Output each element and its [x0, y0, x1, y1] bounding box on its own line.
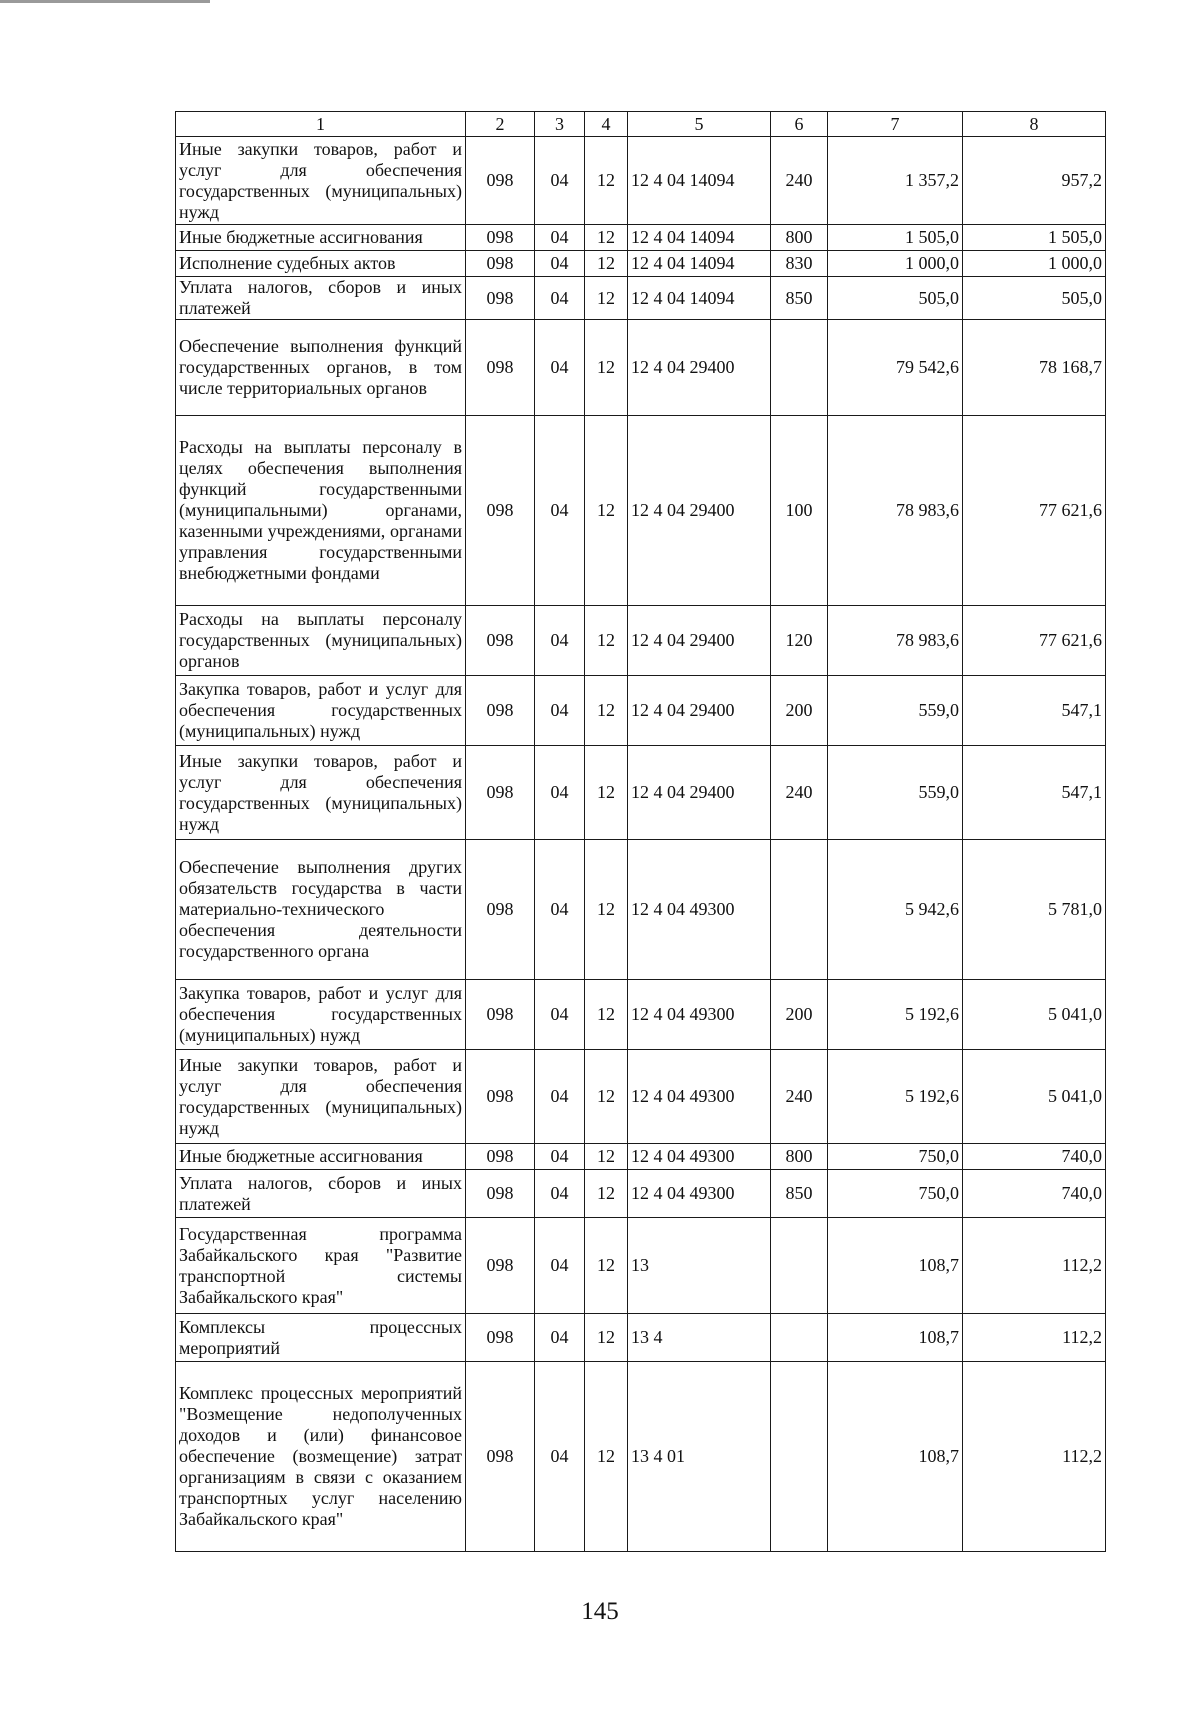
amount-year2-cell: 740,0: [963, 1170, 1106, 1218]
amount-year2-cell: 547,1: [963, 746, 1106, 840]
target-article-cell: 12 4 04 49300: [628, 980, 771, 1050]
section-cell: 04: [535, 676, 585, 746]
section-cell: 04: [535, 1362, 585, 1552]
admin-code-cell: 098: [466, 606, 535, 676]
amount-year1-cell: 750,0: [828, 1170, 963, 1218]
amount-year1-cell: 78 983,6: [828, 606, 963, 676]
expense-type-cell: [771, 1362, 828, 1552]
subsection-cell: 12: [585, 676, 628, 746]
row-name-cell: Комплекс процессных мероприятий "Возмещение недополученных доходов и (или) финансовое обеспечение (возмещение) затрат организациям в связи с оказанием транспортных услуг населению Забайкальского края": [176, 1362, 466, 1552]
subsection-cell: 12: [585, 225, 628, 251]
subsection-cell: 12: [585, 746, 628, 840]
table-row: [176, 606, 1106, 676]
table-row: [176, 416, 1106, 606]
amount-year1-cell: 5 192,6: [828, 980, 963, 1050]
subsection-cell: 12: [585, 1218, 628, 1314]
column-header: 1: [176, 112, 466, 137]
amount-year2-cell: 740,0: [963, 1144, 1106, 1170]
subsection-cell: 12: [585, 1170, 628, 1218]
scan-edge-mark: [0, 0, 210, 3]
amount-year2-cell: 77 621,6: [963, 416, 1106, 606]
table-row: [176, 320, 1106, 416]
amount-year2-cell: 5 781,0: [963, 840, 1106, 980]
section-cell: 04: [535, 1218, 585, 1314]
section-cell: 04: [535, 746, 585, 840]
amount-year2-cell: 1 000,0: [963, 251, 1106, 277]
admin-code-cell: 098: [466, 980, 535, 1050]
target-article-cell: 12 4 04 14094: [628, 225, 771, 251]
admin-code-cell: 098: [466, 840, 535, 980]
row-name-cell: Закупка товаров, работ и услуг для обеспечения государственных (муниципальных) нужд: [176, 980, 466, 1050]
admin-code-cell: 098: [466, 1050, 535, 1144]
subsection-cell: 12: [585, 1314, 628, 1362]
amount-year1-cell: 5 942,6: [828, 840, 963, 980]
table-row: [176, 277, 1106, 320]
expense-type-cell: 800: [771, 1144, 828, 1170]
amount-year1-cell: 108,7: [828, 1218, 963, 1314]
expense-type-cell: [771, 320, 828, 416]
expense-type-cell: 200: [771, 676, 828, 746]
target-article-cell: 12 4 04 14094: [628, 277, 771, 320]
subsection-cell: 12: [585, 1362, 628, 1552]
admin-code-cell: 098: [466, 1170, 535, 1218]
subsection-cell: 12: [585, 980, 628, 1050]
amount-year2-cell: 505,0: [963, 277, 1106, 320]
amount-year2-cell: 112,2: [963, 1362, 1106, 1552]
budget-table: [175, 111, 1106, 1552]
expense-type-cell: 240: [771, 1050, 828, 1144]
section-cell: 04: [535, 980, 585, 1050]
subsection-cell: 12: [585, 840, 628, 980]
amount-year2-cell: 112,2: [963, 1314, 1106, 1362]
table-row: [176, 746, 1106, 840]
target-article-cell: 12 4 04 49300: [628, 840, 771, 980]
table-row: [176, 1170, 1106, 1218]
target-article-cell: 12 4 04 29400: [628, 320, 771, 416]
row-name-cell: Иные закупки товаров, работ и услуг для обеспечения государственных (муниципальных) нужд: [176, 1050, 466, 1144]
expense-type-cell: 850: [771, 1170, 828, 1218]
expense-type-cell: 240: [771, 746, 828, 840]
column-header: 4: [585, 112, 628, 137]
subsection-cell: 12: [585, 251, 628, 277]
section-cell: 04: [535, 1170, 585, 1218]
amount-year1-cell: 1 000,0: [828, 251, 963, 277]
table-row: [176, 137, 1106, 225]
table-row: [176, 1362, 1106, 1552]
table-row: [176, 1144, 1106, 1170]
row-name-cell: Уплата налогов, сборов и иных платежей: [176, 277, 466, 320]
target-article-cell: 13 4 01: [628, 1362, 771, 1552]
expense-type-cell: [771, 840, 828, 980]
table-row: [176, 676, 1106, 746]
table-row: [176, 225, 1106, 251]
target-article-cell: 12 4 04 29400: [628, 676, 771, 746]
amount-year1-cell: 1 505,0: [828, 225, 963, 251]
amount-year1-cell: 559,0: [828, 676, 963, 746]
amount-year1-cell: 1 357,2: [828, 137, 963, 225]
admin-code-cell: 098: [466, 1314, 535, 1362]
expense-type-cell: 800: [771, 225, 828, 251]
column-header: 6: [771, 112, 828, 137]
expense-type-cell: 200: [771, 980, 828, 1050]
target-article-cell: 12 4 04 14094: [628, 137, 771, 225]
row-name-cell: Закупка товаров, работ и услуг для обеспечения государственных (муниципальных) нужд: [176, 676, 466, 746]
target-article-cell: 12 4 04 29400: [628, 416, 771, 606]
row-name-cell: Иные бюджетные ассигнования: [176, 1144, 466, 1170]
admin-code-cell: 098: [466, 277, 535, 320]
section-cell: 04: [535, 137, 585, 225]
section-cell: 04: [535, 1314, 585, 1362]
amount-year1-cell: 559,0: [828, 746, 963, 840]
admin-code-cell: 098: [466, 746, 535, 840]
subsection-cell: 12: [585, 320, 628, 416]
target-article-cell: 12 4 04 14094: [628, 251, 771, 277]
amount-year2-cell: 112,2: [963, 1218, 1106, 1314]
expense-type-cell: 830: [771, 251, 828, 277]
column-header: 7: [828, 112, 963, 137]
amount-year1-cell: 505,0: [828, 277, 963, 320]
row-name-cell: Иные закупки товаров, работ и услуг для обеспечения государственных (муниципальных) нужд: [176, 137, 466, 225]
amount-year2-cell: 547,1: [963, 676, 1106, 746]
section-cell: 04: [535, 606, 585, 676]
expense-type-cell: 240: [771, 137, 828, 225]
amount-year2-cell: 5 041,0: [963, 980, 1106, 1050]
target-article-cell: 13: [628, 1218, 771, 1314]
admin-code-cell: 098: [466, 416, 535, 606]
amount-year1-cell: 5 192,6: [828, 1050, 963, 1144]
section-cell: 04: [535, 1144, 585, 1170]
column-header: 5: [628, 112, 771, 137]
admin-code-cell: 098: [466, 1218, 535, 1314]
amount-year2-cell: 78 168,7: [963, 320, 1106, 416]
table-row: [176, 1218, 1106, 1314]
target-article-cell: 13 4: [628, 1314, 771, 1362]
target-article-cell: 12 4 04 49300: [628, 1050, 771, 1144]
target-article-cell: 12 4 04 49300: [628, 1170, 771, 1218]
row-name-cell: Иные закупки товаров, работ и услуг для обеспечения государственных (муниципальных) нужд: [176, 746, 466, 840]
admin-code-cell: 098: [466, 1144, 535, 1170]
section-cell: 04: [535, 416, 585, 606]
admin-code-cell: 098: [466, 137, 535, 225]
target-article-cell: 12 4 04 29400: [628, 746, 771, 840]
admin-code-cell: 098: [466, 251, 535, 277]
table-row: [176, 980, 1106, 1050]
amount-year2-cell: 5 041,0: [963, 1050, 1106, 1144]
amount-year1-cell: 750,0: [828, 1144, 963, 1170]
expense-type-cell: [771, 1218, 828, 1314]
table-row: [176, 1050, 1106, 1144]
amount-year1-cell: 79 542,6: [828, 320, 963, 416]
amount-year2-cell: 77 621,6: [963, 606, 1106, 676]
row-name-cell: Обеспечение выполнения других обязательств государства в части материально-технического обеспечения деятельности государственного органа: [176, 840, 466, 980]
row-name-cell: Расходы на выплаты персоналу в целях обеспечения выполнения функций государственными (муниципальными) органами, казенными учреждениями, органами управления государственными внебюджетными фондами: [176, 416, 466, 606]
table-row: [176, 251, 1106, 277]
expense-type-cell: [771, 1314, 828, 1362]
target-article-cell: 12 4 04 49300: [628, 1144, 771, 1170]
section-cell: 04: [535, 1050, 585, 1144]
section-cell: 04: [535, 225, 585, 251]
row-name-cell: Государственная программа Забайкальского края "Развитие транспортной системы Забайкальского края": [176, 1218, 466, 1314]
page-number: 145: [581, 1598, 619, 1625]
expense-type-cell: 850: [771, 277, 828, 320]
subsection-cell: 12: [585, 606, 628, 676]
row-name-cell: Иные бюджетные ассигнования: [176, 225, 466, 251]
header-row: [176, 112, 1106, 137]
amount-year2-cell: 1 505,0: [963, 225, 1106, 251]
section-cell: 04: [535, 277, 585, 320]
section-cell: 04: [535, 320, 585, 416]
column-header: 3: [535, 112, 585, 137]
row-name-cell: Комплексы процессных мероприятий: [176, 1314, 466, 1362]
row-name-cell: Исполнение судебных актов: [176, 251, 466, 277]
table-row: [176, 840, 1106, 980]
table-row: [176, 1314, 1106, 1362]
admin-code-cell: 098: [466, 225, 535, 251]
admin-code-cell: 098: [466, 676, 535, 746]
table-body: [176, 137, 1106, 1552]
column-header: 8: [963, 112, 1106, 137]
row-name-cell: Уплата налогов, сборов и иных платежей: [176, 1170, 466, 1218]
subsection-cell: 12: [585, 1144, 628, 1170]
amount-year2-cell: 957,2: [963, 137, 1106, 225]
amount-year1-cell: 78 983,6: [828, 416, 963, 606]
amount-year1-cell: 108,7: [828, 1362, 963, 1552]
expense-type-cell: 120: [771, 606, 828, 676]
row-name-cell: Расходы на выплаты персоналу государственных (муниципальных) органов: [176, 606, 466, 676]
section-cell: 04: [535, 840, 585, 980]
target-article-cell: 12 4 04 29400: [628, 606, 771, 676]
subsection-cell: 12: [585, 277, 628, 320]
section-cell: 04: [535, 251, 585, 277]
subsection-cell: 12: [585, 1050, 628, 1144]
subsection-cell: 12: [585, 137, 628, 225]
admin-code-cell: 098: [466, 320, 535, 416]
admin-code-cell: 098: [466, 1362, 535, 1552]
row-name-cell: Обеспечение выполнения функций государственных органов, в том числе территориальных органов: [176, 320, 466, 416]
column-header: 2: [466, 112, 535, 137]
expense-type-cell: 100: [771, 416, 828, 606]
subsection-cell: 12: [585, 416, 628, 606]
amount-year1-cell: 108,7: [828, 1314, 963, 1362]
